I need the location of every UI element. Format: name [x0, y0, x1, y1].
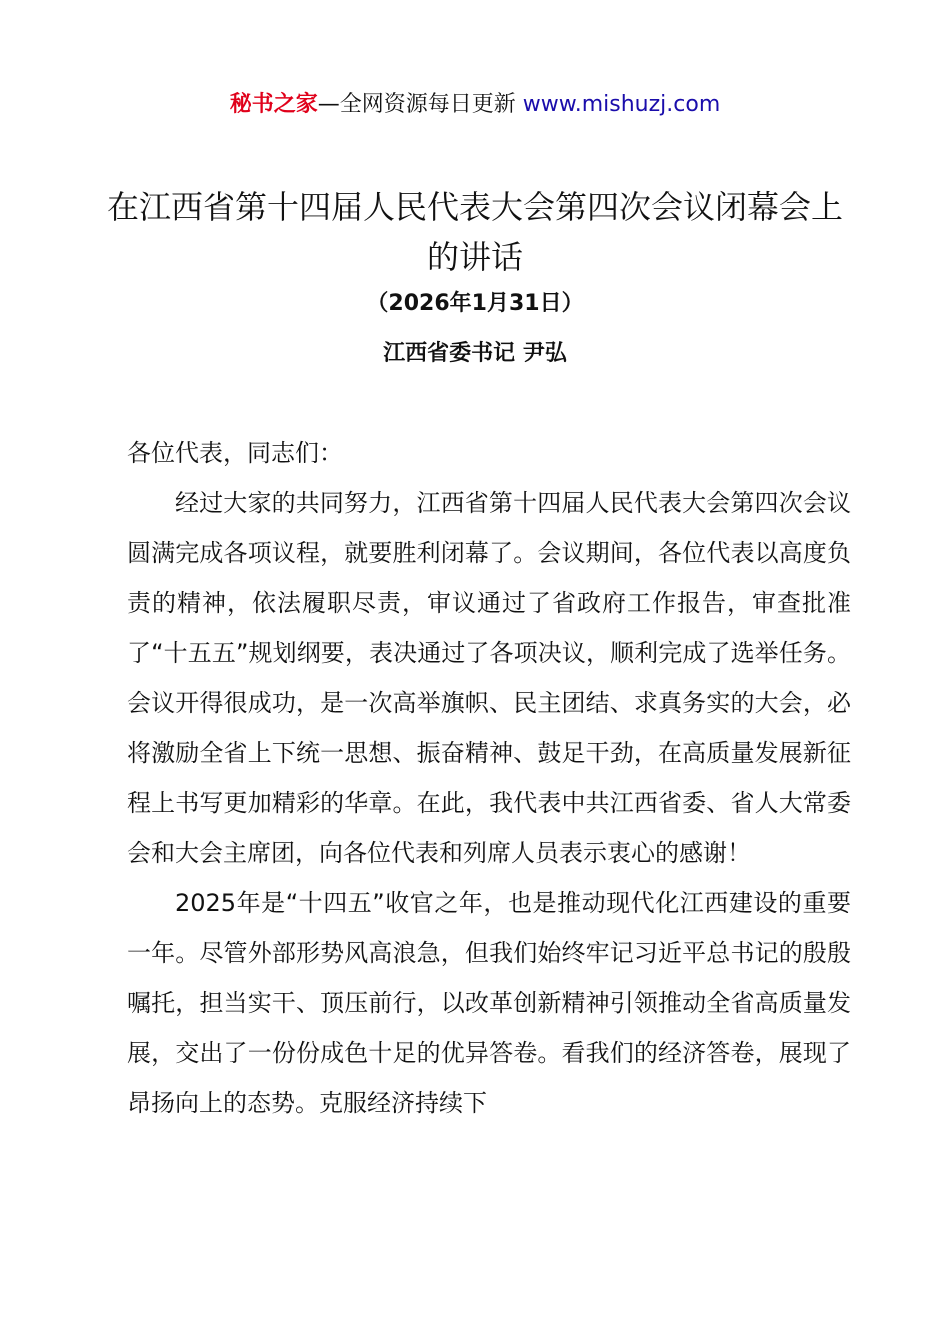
site-tagline: —全网资源每日更新	[317, 92, 516, 117]
document-title: 在江西省第十四届人民代表大会第四次会议闭幕会上的讲话	[106, 188, 843, 276]
document-date: （2026年1月31日）	[366, 291, 584, 316]
salutation: 各位代表，同志们：	[127, 439, 343, 467]
site-url-link[interactable]: www.mishuzj.com	[522, 92, 721, 117]
site-header	[0, 88, 950, 122]
document-author: 江西省委书记 尹弘	[383, 341, 567, 366]
body-paragraph: 2025年是“十四五”收官之年，也是推动现代化江西建设的重要一年。尽管外部形势风高浪急，但我们始终牢记习近平总书记的殷殷嘱托，担当实干、顶压前行，以改革创新精神引领推动全省高质量发展，交出了一份份成色十足的优异答卷。看我们的经济答卷，展现了昂扬向上的态势。克服经济持续下	[127, 889, 851, 1117]
document-body	[127, 428, 851, 1128]
brand-name: 秘书之家	[229, 92, 318, 117]
body-paragraph: 经过大家的共同努力，江西省第十四届人民代表大会第四次会议圆满完成各项议程，就要胜利闭幕了。会议期间，各位代表以高度负责的精神，依法履职尽责，审议通过了省政府工作报告，审查批准了“十五五”规划纲要，表决通过了各项决议，顺利完成了选举任务。会议开得很成功，是一次高举旗帜、民主团结、求真务实的大会，必将激励全省上下统一思想、振奋精神、鼓足干劲，在高质量发展新征程上书写更加精彩的华章。在此，我代表中共江西省委、省人大常委会和大会主席团，向各位代表和列席人员表示衷心的感谢！	[127, 489, 851, 867]
